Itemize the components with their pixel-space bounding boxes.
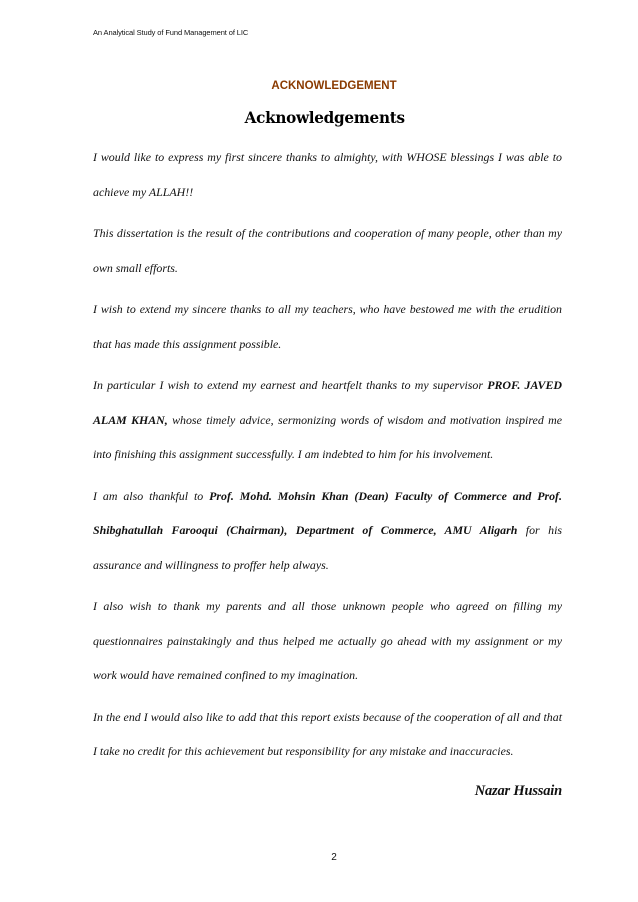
supervisor-name: PROF. JAVED ALAM KHAN, [93, 378, 562, 427]
paragraph-6: I also wish to thank my parents and all those unknown people who agreed on filling my questionnaires painstakingly and thus helped me actually go ahead with my assignment or my work would have remained confined to my imagination. [93, 599, 562, 682]
section-title: ACKNOWLEDGEMENT [271, 80, 397, 92]
paragraph-3: I wish to extend my sincere thanks to all my teachers, who have bestowed me with the erudition that has made this assignment possible. [93, 302, 562, 351]
paragraph-5-intro: I am also thankful to [93, 488, 210, 503]
faculty-names: Prof. Mohd. Mohsin Khan (Dean) Faculty of Commerce and Prof. Shibghatullah Farooqui (Chairman), Department of Commerce, AMU Aligarh [93, 488, 562, 537]
decorative-title: Acknowledgements [244, 108, 405, 127]
running-header: An Analytical Study of Fund Management of LIC [93, 28, 249, 37]
signature: Nazar Hussain [474, 783, 562, 799]
paragraph-1: I would like to express my first sincere thanks to almighty, with WHOSE blessings I was able to achieve my ALLAH!! [93, 150, 562, 199]
paragraph-4-intro: In particular I wish to extend my earnest and heartfelt thanks to my supervisor [93, 378, 488, 392]
paragraph-7: In the end I would also like to add that this report exists because of the cooperation of all and that I take no credit for this achievement but responsibility for any mistake and inaccuracies. [93, 709, 562, 758]
page-number: 2 [331, 852, 337, 863]
acknowledgement-body [93, 140, 562, 776]
paragraph-4-rest: whose timely advice, sermonizing words of wisdom and motivation inspired me into finishing this assignment successfully. I am indebted to him for his involvement. [93, 412, 562, 461]
paragraph-5-rest: for his assurance and willingness to proffer help always. [93, 523, 563, 572]
paragraph-2: This dissertation is the result of the contributions and cooperation of many people, other than my own small efforts. [93, 226, 562, 275]
paragraph-4 [93, 368, 562, 472]
paragraph-5 [93, 479, 562, 583]
